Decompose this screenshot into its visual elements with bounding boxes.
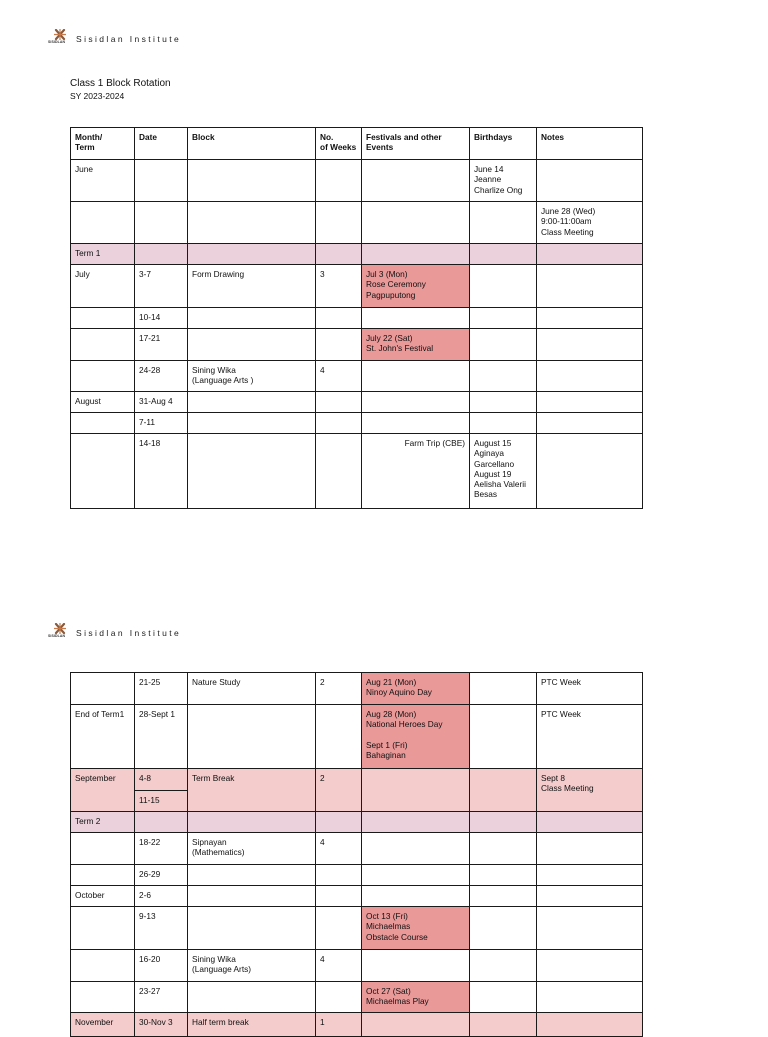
festival-cell	[362, 308, 470, 329]
document-title-block	[70, 77, 171, 103]
header-month: Month/ Term	[71, 128, 135, 160]
block-rotation-table-page1	[70, 127, 643, 509]
notes-cell	[537, 833, 643, 865]
month-cell: August	[71, 392, 135, 413]
block-cell: Nature Study	[188, 673, 316, 705]
weeks-cell	[316, 886, 362, 907]
notes-cell	[537, 244, 643, 265]
weeks-cell: 4	[316, 833, 362, 865]
logo-text: SISIDLAN	[48, 634, 66, 638]
table-row	[71, 950, 643, 982]
birthdays-cell	[470, 265, 537, 308]
date-cell	[135, 160, 188, 202]
weeks-cell: 1	[316, 1013, 362, 1037]
weeks-cell	[316, 812, 362, 833]
table-row	[71, 705, 643, 769]
month-cell	[71, 308, 135, 329]
notes-cell: Sept 8 Class Meeting	[537, 769, 643, 812]
month-cell	[71, 434, 135, 509]
festival-cell: Oct 13 (Fri) Michaelmas Obstacle Course	[362, 907, 470, 950]
birthdays-cell	[470, 833, 537, 865]
date-cell: 2-6	[135, 886, 188, 907]
table-row	[71, 202, 643, 244]
block-cell	[188, 865, 316, 886]
date-cell: 9-13	[135, 907, 188, 950]
table-row	[71, 812, 643, 833]
month-cell	[71, 329, 135, 361]
institute-name: Sisidlan Institute	[76, 34, 182, 44]
notes-cell	[537, 812, 643, 833]
birthdays-cell	[470, 865, 537, 886]
block-cell	[188, 329, 316, 361]
birthdays-cell	[470, 1013, 537, 1037]
month-cell: November	[71, 1013, 135, 1037]
weeks-cell: 4	[316, 361, 362, 392]
notes-cell	[537, 865, 643, 886]
festival-cell: Aug 21 (Mon) Ninoy Aquino Day	[362, 673, 470, 705]
table-row	[71, 160, 643, 202]
table-row	[71, 982, 643, 1013]
month-cell	[71, 865, 135, 886]
block-cell	[188, 160, 316, 202]
block-cell	[188, 392, 316, 413]
date-cell: 10-14	[135, 308, 188, 329]
month-cell: Term 2	[71, 812, 135, 833]
notes-cell	[537, 392, 643, 413]
date-cell-part: 11-15	[139, 795, 160, 805]
notes-cell	[537, 982, 643, 1013]
festival-cell: Farm Trip (CBE)	[362, 434, 470, 509]
block-cell: Form Drawing	[188, 265, 316, 308]
weeks-cell: 4	[316, 950, 362, 982]
table-row	[71, 434, 643, 509]
logo-text: SISIDLAN	[48, 40, 66, 44]
block-cell	[188, 434, 316, 509]
notes-cell: PTC Week	[537, 673, 643, 705]
festival-cell	[362, 413, 470, 434]
birthdays-cell: June 14 Jeanne Charlize Ong	[470, 160, 537, 202]
weeks-cell	[316, 413, 362, 434]
table-row	[71, 413, 643, 434]
weeks-cell	[316, 202, 362, 244]
date-cell: 28-Sept 1	[135, 705, 188, 769]
block-cell: Half term break	[188, 1013, 316, 1037]
month-cell	[71, 413, 135, 434]
table-row	[71, 329, 643, 361]
birthdays-cell	[470, 361, 537, 392]
block-cell	[188, 907, 316, 950]
birthdays-cell	[470, 202, 537, 244]
birthdays-cell	[470, 673, 537, 705]
weeks-cell	[316, 705, 362, 769]
date-cell: 23-27	[135, 982, 188, 1013]
table-row	[71, 392, 643, 413]
notes-cell	[537, 886, 643, 907]
notes-cell	[537, 265, 643, 308]
festival-cell	[362, 202, 470, 244]
notes-cell	[537, 1013, 643, 1037]
table-row	[71, 673, 643, 705]
notes-cell	[537, 361, 643, 392]
block-cell: Sining Wika (Language Arts )	[188, 361, 316, 392]
month-cell: June	[71, 160, 135, 202]
date-cell: 17-21	[135, 329, 188, 361]
date-cell: 31-Aug 4	[135, 392, 188, 413]
logo-icon	[50, 29, 72, 49]
festival-cell	[362, 865, 470, 886]
weeks-cell	[316, 160, 362, 202]
table-header-row	[71, 128, 643, 160]
date-cell: 21-25	[135, 673, 188, 705]
school-year: SY 2023-2024	[70, 91, 125, 101]
month-cell: End of Term1	[71, 705, 135, 769]
block-rotation-table-page2	[70, 672, 643, 1037]
date-cell	[135, 812, 188, 833]
birthdays-cell	[470, 308, 537, 329]
table-row	[71, 833, 643, 865]
month-cell	[71, 673, 135, 705]
header-birthdays: Birthdays	[470, 128, 537, 160]
date-cell: 3-7	[135, 265, 188, 308]
festival-cell	[362, 886, 470, 907]
weeks-cell	[316, 865, 362, 886]
birthdays-cell	[470, 413, 537, 434]
institute-name: Sisidlan Institute	[76, 628, 182, 638]
weeks-cell: 2	[316, 769, 362, 812]
date-cell	[135, 769, 188, 812]
notes-cell	[537, 434, 643, 509]
block-cell	[188, 812, 316, 833]
birthdays-cell	[470, 705, 537, 769]
weeks-cell	[316, 308, 362, 329]
table-row	[71, 265, 643, 308]
date-cell: 26-29	[135, 865, 188, 886]
festival-cell	[362, 160, 470, 202]
month-cell: July	[71, 265, 135, 308]
notes-cell: June 28 (Wed) 9:00-11:00am Class Meeting	[537, 202, 643, 244]
weeks-cell	[316, 434, 362, 509]
festival-cell	[362, 1013, 470, 1037]
document-title: Class 1 Block Rotation	[70, 78, 171, 89]
notes-cell	[537, 160, 643, 202]
festival-cell	[362, 812, 470, 833]
birthdays-cell	[470, 886, 537, 907]
festival-cell	[362, 392, 470, 413]
block-cell	[188, 202, 316, 244]
festival-cell: Jul 3 (Mon) Rose Ceremony Pagpuputong	[362, 265, 470, 308]
block-cell: Sipnayan (Mathematics)	[188, 833, 316, 865]
table-row	[71, 865, 643, 886]
notes-cell	[537, 413, 643, 434]
weeks-cell	[316, 982, 362, 1013]
month-cell	[71, 361, 135, 392]
month-cell	[71, 907, 135, 950]
birthdays-cell: August 15 Aginaya Garcellano August 19 Aelisha Valerii Besas	[470, 434, 537, 509]
festival-cell: Aug 28 (Mon) National Heroes Day Sept 1 (Fri) Bahaginan	[362, 705, 470, 769]
weeks-cell	[316, 907, 362, 950]
festival-cell	[362, 769, 470, 812]
birthdays-cell	[470, 392, 537, 413]
block-cell	[188, 244, 316, 265]
header-block: Block	[188, 128, 316, 160]
table-row	[71, 769, 643, 812]
header-weeks: No. of Weeks	[316, 128, 362, 160]
weeks-cell	[316, 329, 362, 361]
header-date: Date	[135, 128, 188, 160]
page-header-2	[50, 623, 181, 643]
date-cell	[135, 202, 188, 244]
notes-cell	[537, 308, 643, 329]
page-header	[50, 29, 181, 49]
date-cell: 14-18	[135, 434, 188, 509]
month-cell	[71, 982, 135, 1013]
block-cell	[188, 413, 316, 434]
date-cell	[135, 244, 188, 265]
table-row	[71, 1013, 643, 1037]
month-cell: October	[71, 886, 135, 907]
date-cell: 7-11	[135, 413, 188, 434]
notes-cell	[537, 907, 643, 950]
month-cell	[71, 833, 135, 865]
table-row	[71, 308, 643, 329]
birthdays-cell	[470, 907, 537, 950]
birthdays-cell	[470, 244, 537, 265]
table-row	[71, 244, 643, 265]
birthdays-cell	[470, 982, 537, 1013]
notes-cell	[537, 950, 643, 982]
weeks-cell: 3	[316, 265, 362, 308]
festival-cell: July 22 (Sat) St. John's Festival	[362, 329, 470, 361]
birthdays-cell	[470, 950, 537, 982]
month-cell	[71, 202, 135, 244]
date-cell: 18-22	[135, 833, 188, 865]
header-notes: Notes	[537, 128, 643, 160]
festival-cell	[362, 244, 470, 265]
logo-icon	[50, 623, 72, 643]
block-cell: Term Break	[188, 769, 316, 812]
date-cell: 16-20	[135, 950, 188, 982]
weeks-cell: 2	[316, 673, 362, 705]
block-cell	[188, 705, 316, 769]
birthdays-cell	[470, 769, 537, 812]
date-cell: 24-28	[135, 361, 188, 392]
weeks-cell	[316, 392, 362, 413]
table-row	[71, 907, 643, 950]
block-cell	[188, 308, 316, 329]
festival-cell	[362, 833, 470, 865]
birthdays-cell	[470, 329, 537, 361]
block-cell	[188, 886, 316, 907]
block-cell: Sining Wika (Language Arts)	[188, 950, 316, 982]
table-row	[71, 886, 643, 907]
date-cell: 30-Nov 3	[135, 1013, 188, 1037]
date-cell-part: 4-8	[135, 769, 187, 791]
festival-cell	[362, 361, 470, 392]
block-cell	[188, 982, 316, 1013]
notes-cell: PTC Week	[537, 705, 643, 769]
weeks-cell	[316, 244, 362, 265]
festival-cell	[362, 950, 470, 982]
festival-cell: Oct 27 (Sat) Michaelmas Play	[362, 982, 470, 1013]
table-row	[71, 361, 643, 392]
month-cell: Term 1	[71, 244, 135, 265]
birthdays-cell	[470, 812, 537, 833]
month-cell: September	[71, 769, 135, 812]
header-festivals: Festivals and other Events	[362, 128, 470, 160]
month-cell	[71, 950, 135, 982]
notes-cell	[537, 329, 643, 361]
